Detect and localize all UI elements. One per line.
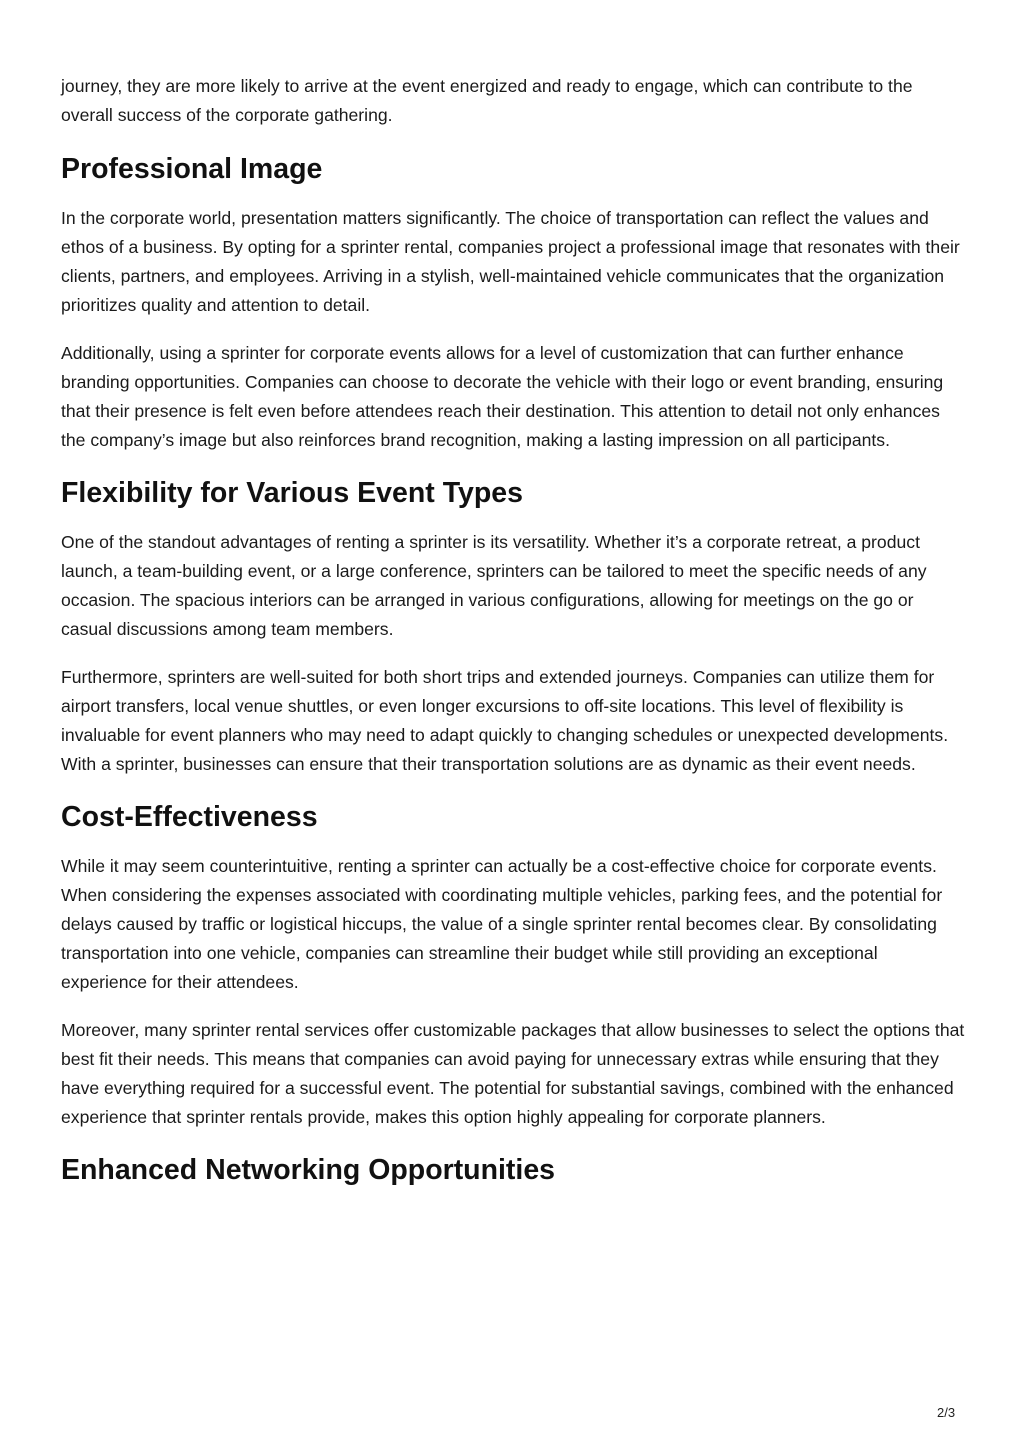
paragraph: Moreover, many sprinter rental services offer customizable packages that allow businesses to select the options that best fit their needs. This means that companies can avoid paying for unnecessary extras while ensuring that they have everything required for a successful event. The potential for substantial savings, combined with the enhanced experience that sprinter rentals provide, makes this option highly appealing for corporate planners. — [61, 1020, 965, 1127]
document-page — [61, 72, 966, 1205]
paragraph: While it may seem counterintuitive, renting a sprinter can actually be a cost-effective choice for corporate events. When considering the expenses associated with coordinating multiple vehicles, parking fees, and the potential for delays caused by traffic or logistical hiccups, the value of a single sprinter rental becomes clear. By consolidating transportation into one vehicle, companies can streamline their budget while still providing an exceptional experience for their attendees. — [61, 856, 943, 992]
section-heading: Flexibility for Various Event Types — [61, 477, 523, 509]
section-flexibility — [61, 474, 966, 779]
section-heading: Cost-Effectiveness — [61, 801, 318, 833]
page-number: 2/3 — [937, 1405, 956, 1420]
paragraph: One of the standout advantages of renting a sprinter is its versatility. Whether it’s a corporate retreat, a product launch, a team-building event, or a large conference, sprinters can be tailored to meet the specific needs of any occasion. The spacious interiors can be arranged in various configurations, allowing for meetings on the go or casual discussions among team members. — [61, 532, 927, 639]
intro-paragraph: journey, they are more likely to arrive at the event energized and ready to engage, which can contribute to the overall success of the corporate gathering. — [61, 76, 913, 125]
paragraph: Furthermore, sprinters are well-suited for both short trips and extended journeys. Companies can utilize them for airport transfers, local venue shuttles, or even longer excursions to off-site locations. This level of flexibility is invaluable for event planners who may need to adapt quickly to changing schedules or unexpected developments. With a sprinter, businesses can ensure that their transportation solutions are as dynamic as their event needs. — [61, 667, 949, 774]
section-networking — [61, 1151, 966, 1189]
section-heading: Professional Image — [61, 153, 323, 185]
section-cost-effectiveness — [61, 798, 966, 1132]
paragraph: In the corporate world, presentation matters significantly. The choice of transportation can reflect the values and ethos of a business. By opting for a sprinter rental, companies project a professional image that resonates with their clients, partners, and employees. Arriving in a stylish, well-maintained vehicle communicates that the organization prioritizes quality and attention to detail. — [61, 208, 960, 315]
paragraph: Additionally, using a sprinter for corporate events allows for a level of customization that can further enhance branding opportunities. Companies can choose to decorate the vehicle with their logo or event branding, ensuring that their presence is felt even before attendees reach their destination. This attention to detail not only enhances the company’s image but also reinforces brand recognition, making a lasting impression on all participants. — [61, 343, 944, 450]
section-professional-image — [61, 150, 966, 455]
section-heading: Enhanced Networking Opportunities — [61, 1154, 556, 1186]
